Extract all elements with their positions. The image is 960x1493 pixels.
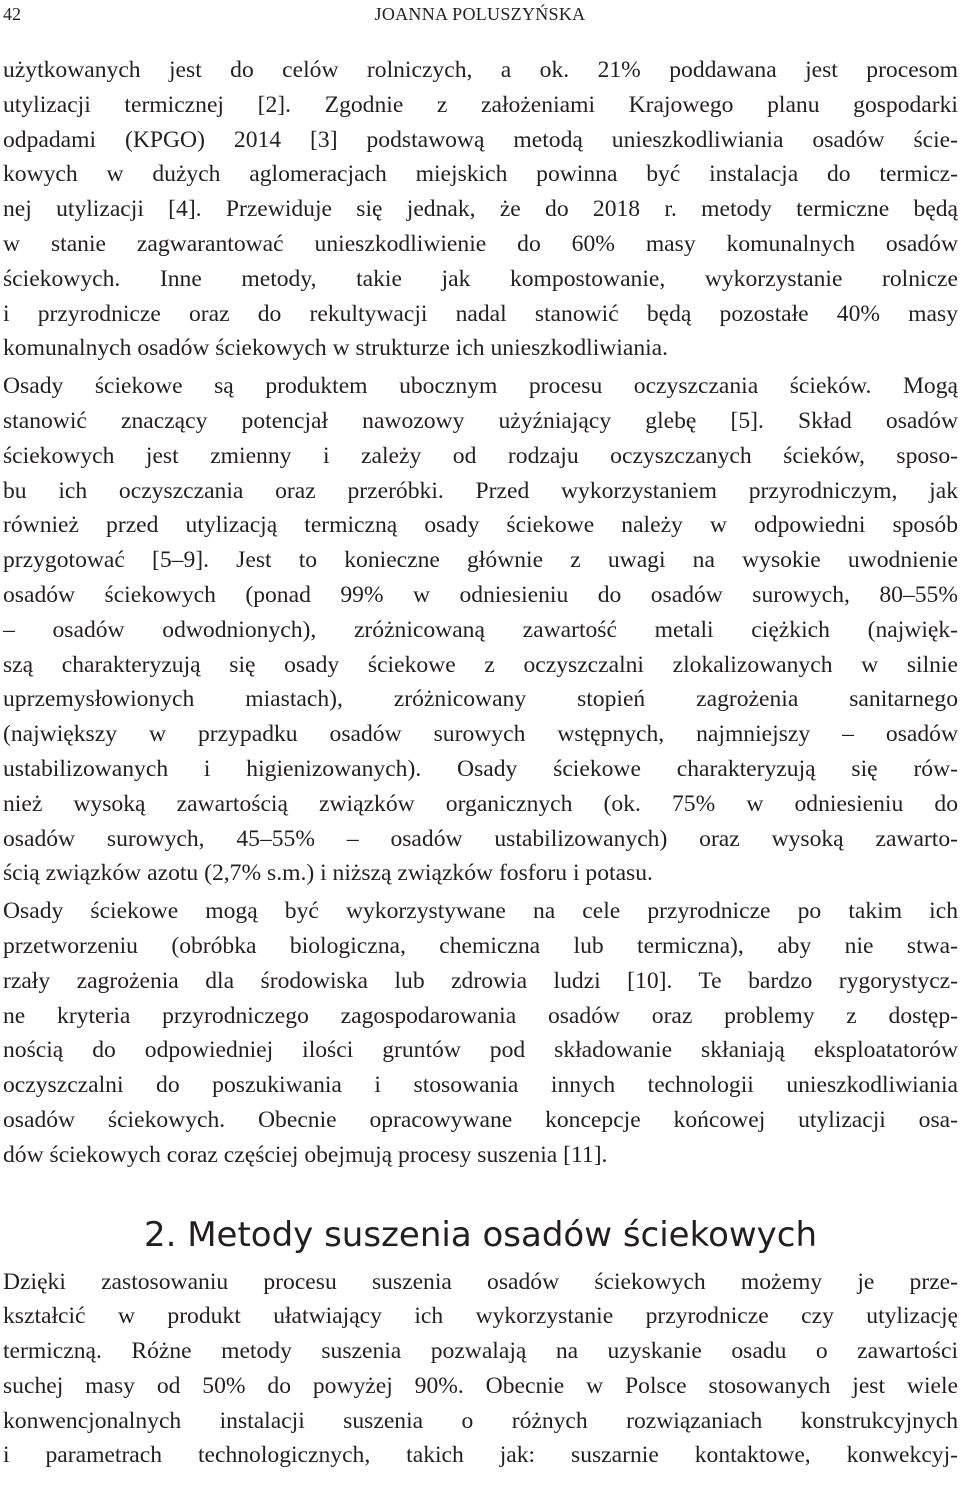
text-line: osadów ściekowych (ponad 99% w odniesieniu do osadów surowych, 80–55% [3,581,958,608]
text-line: użytkowanych jest do celów rolniczych, a ok. 21% poddawana jest procesom [3,57,958,83]
text-line: odpadami (KPGO) 2014 [3] podstawową metodą unieszkodliwiania osadów ście- [3,126,958,153]
text-line: suchej masy od 50% do powyżej 90%. Obecnie w Polsce stosowanych jest wiele [3,1372,958,1399]
paragraph [3,1265,958,1474]
text-line: szą charakteryzują się osady ściekowe z oczyszczalni zlokalizowanych w silnie [3,651,958,678]
page-number: 42 [3,4,21,24]
text-line: konwencjonalnych instalacji suszenia o różnych rozwiązaniach konstrukcyjnych [3,1407,958,1434]
text-line: kowych w dużych aglomeracjach miejskich powinna być instalacja do termicz- [3,161,958,188]
text-line: osadów ściekowych. Obecnie opracowywane koncepcje końcowej utylizacji osa- [3,1106,958,1133]
text-line: – osadów odwodnionych), zróżnicowaną zawartość metali ciężkich (najwięk- [3,616,958,643]
text-line: ustabilizowanych i higienizowanych). Osady ściekowe charakteryzują się rów- [3,755,958,782]
text-line: komunalnych osadów ściekowych w strukturze ich unieszkodliwiania. [3,335,669,362]
text-line: i przyrodnicze oraz do rekultywacji nadal stanowić będą pozostałe 40% masy [3,300,958,327]
text-line: rzały zagrożenia dla środowiska lub zdrowia ludzi [10]. Te bardzo rygorystycz- [3,967,958,994]
text-line: Osady ściekowe mogą być wykorzystywane na cele przyrodnicze po takim ich [3,898,958,925]
text-line: utylizacji termicznej [2]. Zgodnie z założeniami Krajowego planu gospodarki [3,91,958,118]
text-line: uprzemysłowionych miastach), zróżnicowany stopień zagrożenia sanitarnego [3,686,958,713]
section-heading: 2. Metody suszenia osadów ściekowych [143,1214,818,1255]
text-line: w stanie zagwarantować unieszkodliwienie do 60% masy komunalnych osadów [3,230,958,257]
text-line: Osady ściekowe są produktem ubocznym procesu oczyszczania ścieków. Mogą [3,373,958,400]
text-line: ściekowych jest zmienny i zależy od rodzaju oczyszczanych ścieków, sposo- [3,442,958,469]
text-line: nością do odpowiedniej ilości gruntów pod składowanie skłaniają eksploatatorów [3,1037,958,1064]
text-line: bu ich oczyszczania oraz przeróbki. Przed wykorzystaniem przyrodniczym, jak [3,477,958,504]
paragraph [3,369,958,891]
text-line: i parametrach technologicznych, takich jak: suszarnie kontaktowe, konwekcyj- [3,1442,958,1469]
paragraph [3,53,958,366]
text-line: kształcić w produkt ułatwiający ich wykorzystanie przyrodnicze czy utylizację [3,1303,958,1330]
text-line: osadów surowych, 45–55% – osadów ustabilizowanych) oraz wysoką zawarto- [3,825,958,852]
text-line: dów ściekowych coraz częściej obejmują procesy suszenia [11]. [3,1141,608,1168]
paragraph [3,894,958,1172]
text-line: termiczną. Różne metody suszenia pozwalają na uzyskanie osadu o zawartości [3,1338,958,1365]
text-line: nież wysoką zawartością związków organicznych (ok. 75% w odniesieniu do [3,790,958,817]
text-line: przetworzeniu (obróbka biologiczna, chemiczna lub termiczna), aby nie stwa- [3,932,958,959]
text-line: nej utylizacji [4]. Przewiduje się jednak, że do 2018 r. metody termiczne będą [3,196,958,223]
text-line: stanowić znaczący potencjał nawozowy użyźniający glebę [5]. Skład osadów [3,407,958,434]
text-line: Dzięki zastosowaniu procesu suszenia osadów ściekowych możemy je prze- [3,1268,958,1295]
text-line: (największy w przypadku osadów surowych wstępnych, najmniejszy – osadów [3,721,958,748]
text-line: przygotować [5–9]. Jest to konieczne głównie z uwagi na wysokie uwodnienie [3,547,958,574]
text-line: ne kryteria przyrodniczego zagospodarowania osadów oraz problemy z dostęp- [3,1002,958,1029]
running-head-author: JOANNA POLUSZYŃSKA [374,4,586,24]
text-line: ścią związków azotu (2,7% s.m.) i niższą związków fosforu i potasu. [3,860,653,887]
body-text [3,53,958,1473]
text-line: również przed utylizacją termiczną osady ściekowe należy w odpowiedni sposób [3,512,958,539]
running-head [0,2,960,26]
text-line: oczyszczalni do poszukiwania i stosowania innych technologii unieszkodliwiania [3,1072,958,1099]
text-line: ściekowych. Inne metody, takie jak kompostowanie, wykorzystanie rolnicze [3,265,958,292]
